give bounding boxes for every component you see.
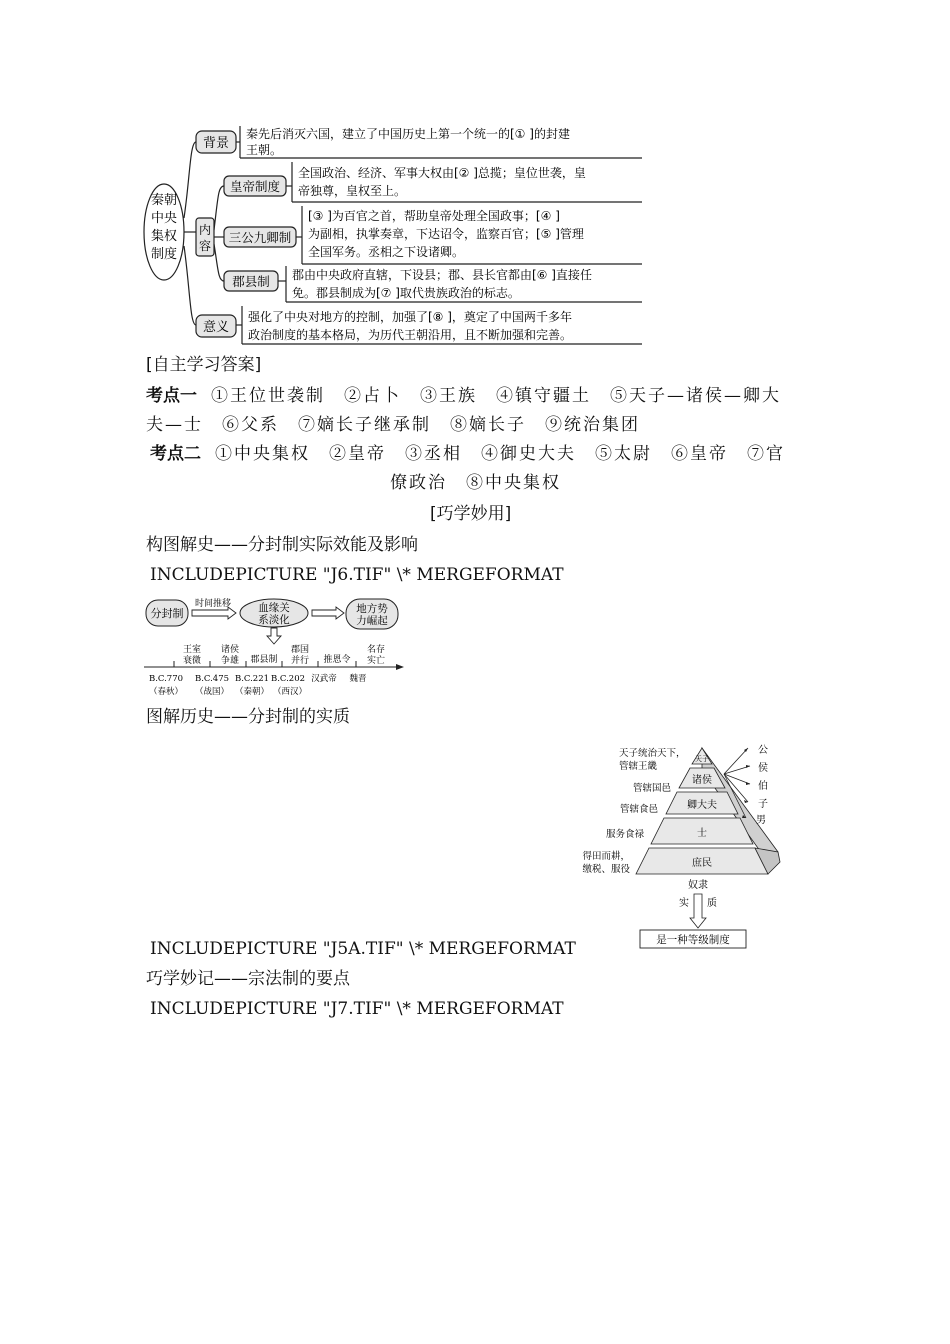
date-5: 汉武帝 xyxy=(311,674,337,684)
note-zhuhou: 管辖国邑 xyxy=(632,783,671,794)
note-tianzi-line-1: 天子统治天下， xyxy=(619,748,686,759)
note-shumin-line-2: 缴税、服役 xyxy=(582,864,630,875)
tier-label-qingdafu: 卿大夫 xyxy=(687,800,717,811)
period-2: （战国） xyxy=(194,687,230,697)
ministers-text-line-2: 为副相，执掌奏章，下达诏令，监察百官；[⑤ ]管理 xyxy=(308,227,584,241)
kaodian-1-line-1: ①王位世袭制 ②占卜 ③王族 ④镇守疆土 ⑤天子—诸侯—卿大 xyxy=(211,386,781,406)
background-text-line-2: 王朝。 xyxy=(246,143,283,157)
emperor-text-line-1: 全国政治、经济、军事大权由[② ]总揽；皇位世袭，皇 xyxy=(298,166,586,180)
tier-label-zhuhou: 诸侯 xyxy=(692,775,712,786)
blood-ties-line-1: 血缘关 xyxy=(258,602,290,614)
tier-label-tianzi: 天子 xyxy=(695,755,709,763)
ministers-text-line-1: [③ ]为百官之首，帮助皇帝处理全国政事；[④ ] xyxy=(308,209,560,223)
rank-hou: 侯 xyxy=(758,763,768,774)
kaodian-1-label: 考点一 xyxy=(146,386,197,406)
event-1-line-1: 王室 xyxy=(182,645,202,655)
conclusion-text: 是一种等级制度 xyxy=(656,934,730,946)
essence-char-2: 质 xyxy=(707,898,717,909)
event-6-line-2: 实亡 xyxy=(366,656,386,666)
period-4: （西汉） xyxy=(272,687,308,697)
rank-zi: 子 xyxy=(758,799,768,810)
significance-text-line-2: 政治制度的基本格局，为历代王朝沿用，且不断加强和完善。 xyxy=(248,328,573,342)
tier-label-shi: 士 xyxy=(697,828,707,839)
feudal-start-label: 分封制 xyxy=(150,607,184,620)
root-line-2: 中央 xyxy=(150,211,178,226)
ministers-text-line-3: 全国军务。丞相之下设诸卿。 xyxy=(308,245,465,259)
heading-clan-system: 巧学妙记——宗法制的要点 xyxy=(146,969,350,989)
include-picture-3: INCLUDEPICTURE "J7.TIF" \* MERGEFORMAT xyxy=(150,999,564,1019)
event-2-line-2: 争雄 xyxy=(220,656,240,666)
county-text-line-2: 免。郡县制成为[⑦ ]取代贵族政治的标志。 xyxy=(292,286,520,300)
note-qingdafu: 管辖食邑 xyxy=(619,804,658,815)
date-3: B.C.221 xyxy=(234,674,270,684)
local-power-line-1: 地方势 xyxy=(356,603,388,615)
note-shumin-line-1: 得田而耕， xyxy=(582,851,630,862)
essence-arrow xyxy=(690,894,706,928)
content-label-char-1: 内 xyxy=(198,223,212,237)
section-title: [巧学妙用] xyxy=(430,504,512,524)
background-text-line-1: 秦先后消灭六国，建立了中国历史上第一个统一的[① ]的封建 xyxy=(246,127,570,141)
rise-arrow xyxy=(312,607,344,619)
rank-nan: 男 xyxy=(756,815,766,826)
kaodian-1-line-2: 夫—士 ⑥父系 ⑦嫡长子继承制 ⑧嫡长子 ⑨统治集团 xyxy=(146,415,640,435)
root-line-4: 制度 xyxy=(150,247,178,262)
emperor-system-label: 皇帝制度 xyxy=(229,179,281,194)
rank-gong: 公 xyxy=(758,745,768,756)
connector-background xyxy=(184,142,196,218)
essence-char-1: 实 xyxy=(679,898,689,909)
significance-label: 意义 xyxy=(202,320,230,335)
tier-label-shumin: 庶民 xyxy=(692,858,712,869)
significance-text-line-1: 强化了中央对地方的控制，加强了[⑧ ]，奠定了中国两千多年 xyxy=(248,310,572,324)
county-system-label: 郡县制 xyxy=(232,274,270,289)
local-power-line-2: 力崛起 xyxy=(356,615,388,627)
kaodian-2-line-1: ①中央集权 ②皇帝 ③丞相 ④御史大夫 ⑤太尉 ⑥皇帝 ⑦官 xyxy=(215,444,785,464)
kaodian-2-label: 考点二 xyxy=(150,444,201,464)
event-3-line-1: 郡县制 xyxy=(250,655,278,665)
date-1: B.C.770 xyxy=(148,674,184,684)
mindmap-svg xyxy=(140,118,650,350)
note-tianzi-line-2: 管辖王畿 xyxy=(619,761,658,772)
timeline-axis-arrowhead xyxy=(396,664,404,670)
include-picture-1: INCLUDEPICTURE "J6.TIF" \* MERGEFORMAT xyxy=(150,565,564,585)
county-text-line-1: 郡由中央政府直辖，下设县；郡、县长官都由[⑥ ]直接任 xyxy=(292,268,592,282)
content-label-char-2: 容 xyxy=(198,239,212,253)
kaodian-2-line-2: 僚政治 ⑧中央集权 xyxy=(390,473,561,493)
event-4-line-1: 郡国 xyxy=(290,645,310,655)
emperor-text-line-2: 帝独尊，皇权至上。 xyxy=(298,184,407,198)
timeline-svg xyxy=(140,594,410,698)
include-picture-2: INCLUDEPICTURE "J5A.TIF" \* MERGEFORMAT xyxy=(150,939,576,959)
event-1-line-2: 衰微 xyxy=(182,656,202,666)
root-line-1: 秦朝 xyxy=(150,193,178,208)
event-5-line-1: 推恩令 xyxy=(323,655,351,665)
mindmap-diagram xyxy=(140,118,650,350)
three-ministers-label: 三公九卿制 xyxy=(228,230,292,245)
heading-feudal-essence: 图解历史——分封制的实质 xyxy=(146,707,350,727)
timeline-diagram xyxy=(140,594,410,698)
note-shi: 服务食禄 xyxy=(605,829,644,840)
event-4-line-2: 并行 xyxy=(290,656,310,666)
date-6: 魏晋 xyxy=(349,674,367,684)
time-passage-label: 时间推移 xyxy=(194,599,232,609)
heading-feudal-effect: 构图解史——分封制实际效能及影响 xyxy=(146,535,418,555)
slave-label: 奴隶 xyxy=(688,880,708,891)
event-6-line-1: 名存 xyxy=(366,645,386,655)
period-3: （秦朝） xyxy=(234,687,270,697)
period-1: （春秋） xyxy=(148,687,184,697)
pyramid-svg xyxy=(572,740,794,952)
answers-heading: [自主学习答案] xyxy=(146,355,262,375)
blood-ties-line-2: 系淡化 xyxy=(258,614,290,626)
connector-significance xyxy=(184,246,196,325)
root-line-3: 集权 xyxy=(150,229,178,244)
event-2-line-1: 诸侯 xyxy=(220,645,240,655)
kaodian-2-row-1 xyxy=(150,443,785,465)
kaodian-1-row-1 xyxy=(146,385,781,407)
down-arrow xyxy=(267,628,281,644)
date-4: B.C.202 xyxy=(270,674,306,684)
background-label: 背景 xyxy=(202,136,230,151)
date-2: B.C.475 xyxy=(194,674,230,684)
pyramid-diagram xyxy=(572,740,794,952)
rank-bo: 伯 xyxy=(758,781,768,792)
